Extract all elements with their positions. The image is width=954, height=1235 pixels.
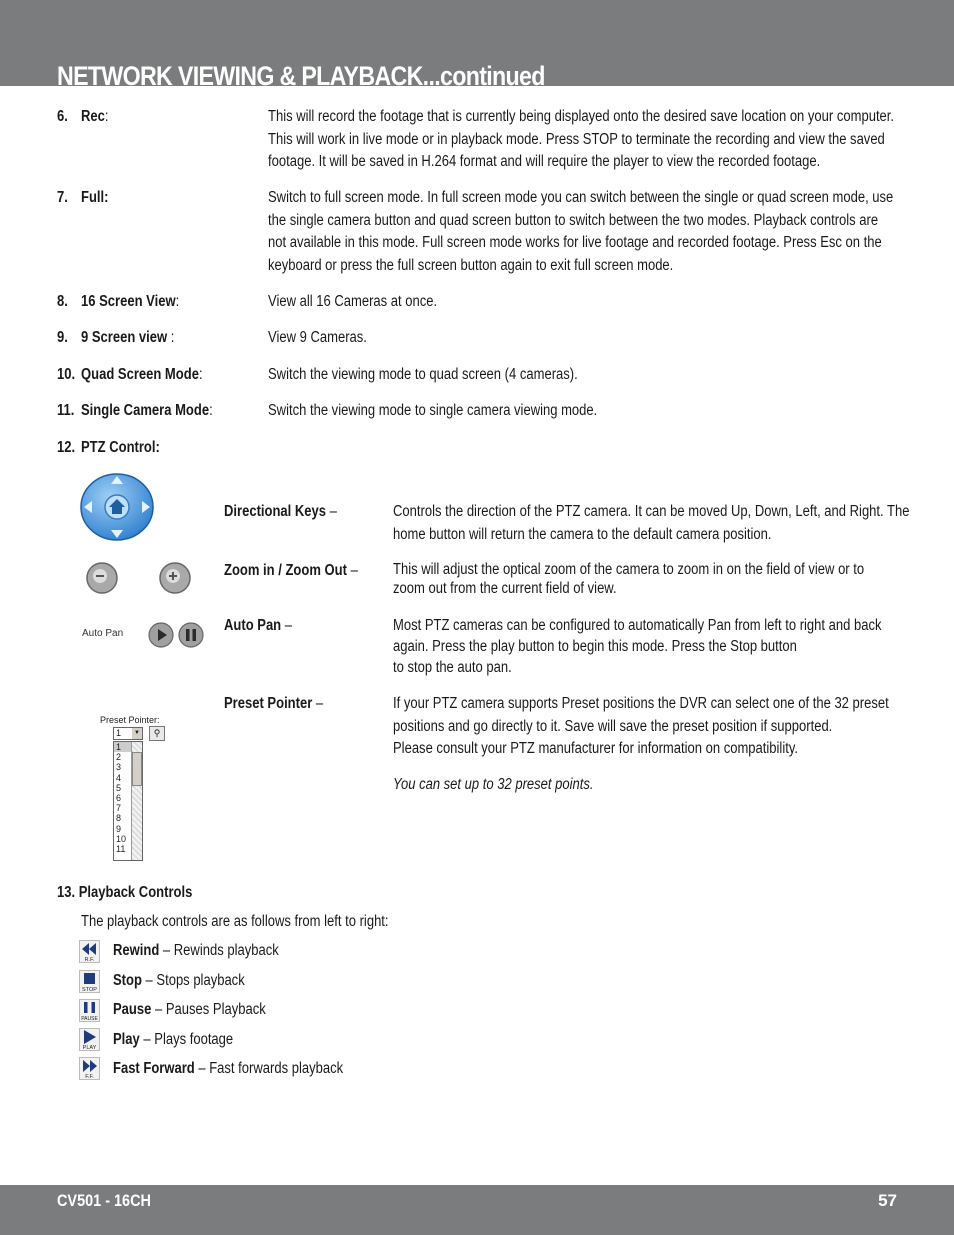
ptz-description: This will adjust the optical zoom of the camera to zoom in on the field of view or to zoom out from the current field of view. [393, 561, 865, 597]
play-icon [79, 1028, 100, 1051]
preset-save-icon: ⚲ [149, 726, 165, 741]
item-description: Switch to full screen mode. In full screen mode you can switch between the single or quad screen mode, use the single camera button and quad screen button to switch between the two modes. Playback controls are not available in this mode. Full screen mode works for live footage and recorded footage. Press Esc on the keyboard or press the full screen button again to exit full screen mode. [268, 189, 894, 274]
item-label: Full: [81, 189, 109, 206]
ptz-description: Controls the direction of the PTZ camera. It can be moved Up, Down, Left, and Right. The home button will return the camera to the default camera position. [393, 503, 910, 543]
item-description: View all 16 Cameras at once. [268, 293, 438, 310]
svg-text:PAUSE: PAUSE [81, 1016, 98, 1022]
preset-pointer-label: Preset Pointer: [100, 715, 160, 725]
ptz-label: Auto Pan – [224, 617, 293, 634]
zoom-in-icon [157, 562, 193, 594]
page-header [0, 0, 954, 86]
item-number: 10. [57, 366, 76, 383]
playback-heading: 13. Playback Controls [57, 884, 193, 901]
preset-list [113, 741, 143, 861]
item-label: 9 Screen view : [81, 329, 175, 346]
svg-text:STOP: STOP [82, 987, 97, 993]
item-number: 11. [57, 402, 75, 419]
playback-fast-forward-text: Fast Forward – Fast forwards playback [113, 1060, 344, 1077]
svg-text:PLAY: PLAY [82, 1045, 97, 1051]
svg-text:R.F.: R.F. [84, 957, 95, 963]
pause-icon [79, 999, 100, 1022]
item-description: Switch the viewing mode to single camera viewing mode. [268, 402, 598, 419]
stop-icon [79, 970, 100, 993]
item-number: 7. [57, 189, 68, 206]
list-item: 4 [116, 772, 122, 783]
playback-play-text: Play – Plays footage [113, 1031, 234, 1048]
playback-stop-text: Stop – Stops playback [113, 972, 245, 989]
playback-pause-text: Pause – Pauses Playback [113, 1001, 266, 1018]
auto-pan-stop-icon [178, 622, 204, 648]
playback-intro: The playback controls are as follows from left to right: [81, 913, 389, 930]
list-item: 2 [116, 752, 122, 763]
list-item: 8 [116, 813, 122, 824]
list-item: 9 [116, 823, 122, 834]
item-label: Rec: [81, 108, 109, 125]
auto-pan-play-icon [148, 622, 174, 648]
item-description: This will record the footage that is currently being displayed onto the desired save location on your computer. This will work in live mode or in playback mode. Press STOP to terminate the recording and view the saved footage. It will be saved in H.264 format and will require the player to view the recorded footage. [268, 108, 895, 170]
item-label: Quad Screen Mode: [81, 366, 203, 383]
playback-rewind-text: Rewind – Rewinds playback [113, 942, 279, 959]
rewind-icon [79, 940, 100, 963]
item-description: Switch the viewing mode to quad screen (4 cameras). [268, 366, 578, 383]
item-number: 12. [57, 439, 76, 456]
page-number: 57 [878, 1191, 897, 1210]
zoom-out-icon [84, 562, 120, 594]
page-title: NETWORK VIEWING & PLAYBACK...continued [57, 61, 545, 86]
preset-select: 1 ▼ [113, 727, 143, 740]
list-item: 11 [116, 844, 126, 855]
ptz-description: If your PTZ camera supports Preset positions the DVR can select one of the 32 preset positions and go directly to it. Save will save the preset position if supported. Please consult your PTZ manufacturer for information on compatibility. [393, 695, 889, 757]
preset-scroll-thumb [132, 752, 142, 786]
fast-forward-icon [79, 1057, 100, 1080]
item-label: PTZ Control: [81, 439, 160, 456]
list-item: 6 [116, 793, 122, 804]
ptz-label: Zoom in / Zoom Out – [224, 562, 358, 579]
list-item: 1 [114, 742, 142, 752]
list-item: 5 [116, 782, 122, 793]
auto-pan-label: Auto Pan [82, 628, 124, 639]
page-footer [0, 1185, 954, 1235]
svg-text:F.F.: F.F. [85, 1074, 94, 1080]
item-number: 8. [57, 293, 68, 310]
list-item: 10 [116, 833, 127, 844]
item-number: 9. [57, 329, 68, 346]
ptz-description: Most PTZ cameras can be configured to automatically Pan from left to right and back again. Press the play button to begin this mode. Press the Stop button to stop the auto pan. [393, 617, 882, 676]
item-label: 16 Screen View: [81, 293, 180, 310]
directional-keys-icon [80, 472, 154, 542]
chevron-down-icon: ▼ [132, 728, 142, 739]
list-item: 7 [116, 803, 122, 814]
item-label: Single Camera Mode: [81, 402, 213, 419]
list-item: 3 [116, 762, 122, 773]
item-number: 6. [57, 108, 68, 125]
ptz-label: Directional Keys – [224, 503, 337, 520]
footer-model: CV501 - 16CH [57, 1191, 151, 1210]
item-description: View 9 Cameras. [268, 329, 367, 346]
ptz-label: Preset Pointer – [224, 695, 324, 712]
ptz-note: You can set up to 32 preset points. [393, 776, 594, 793]
